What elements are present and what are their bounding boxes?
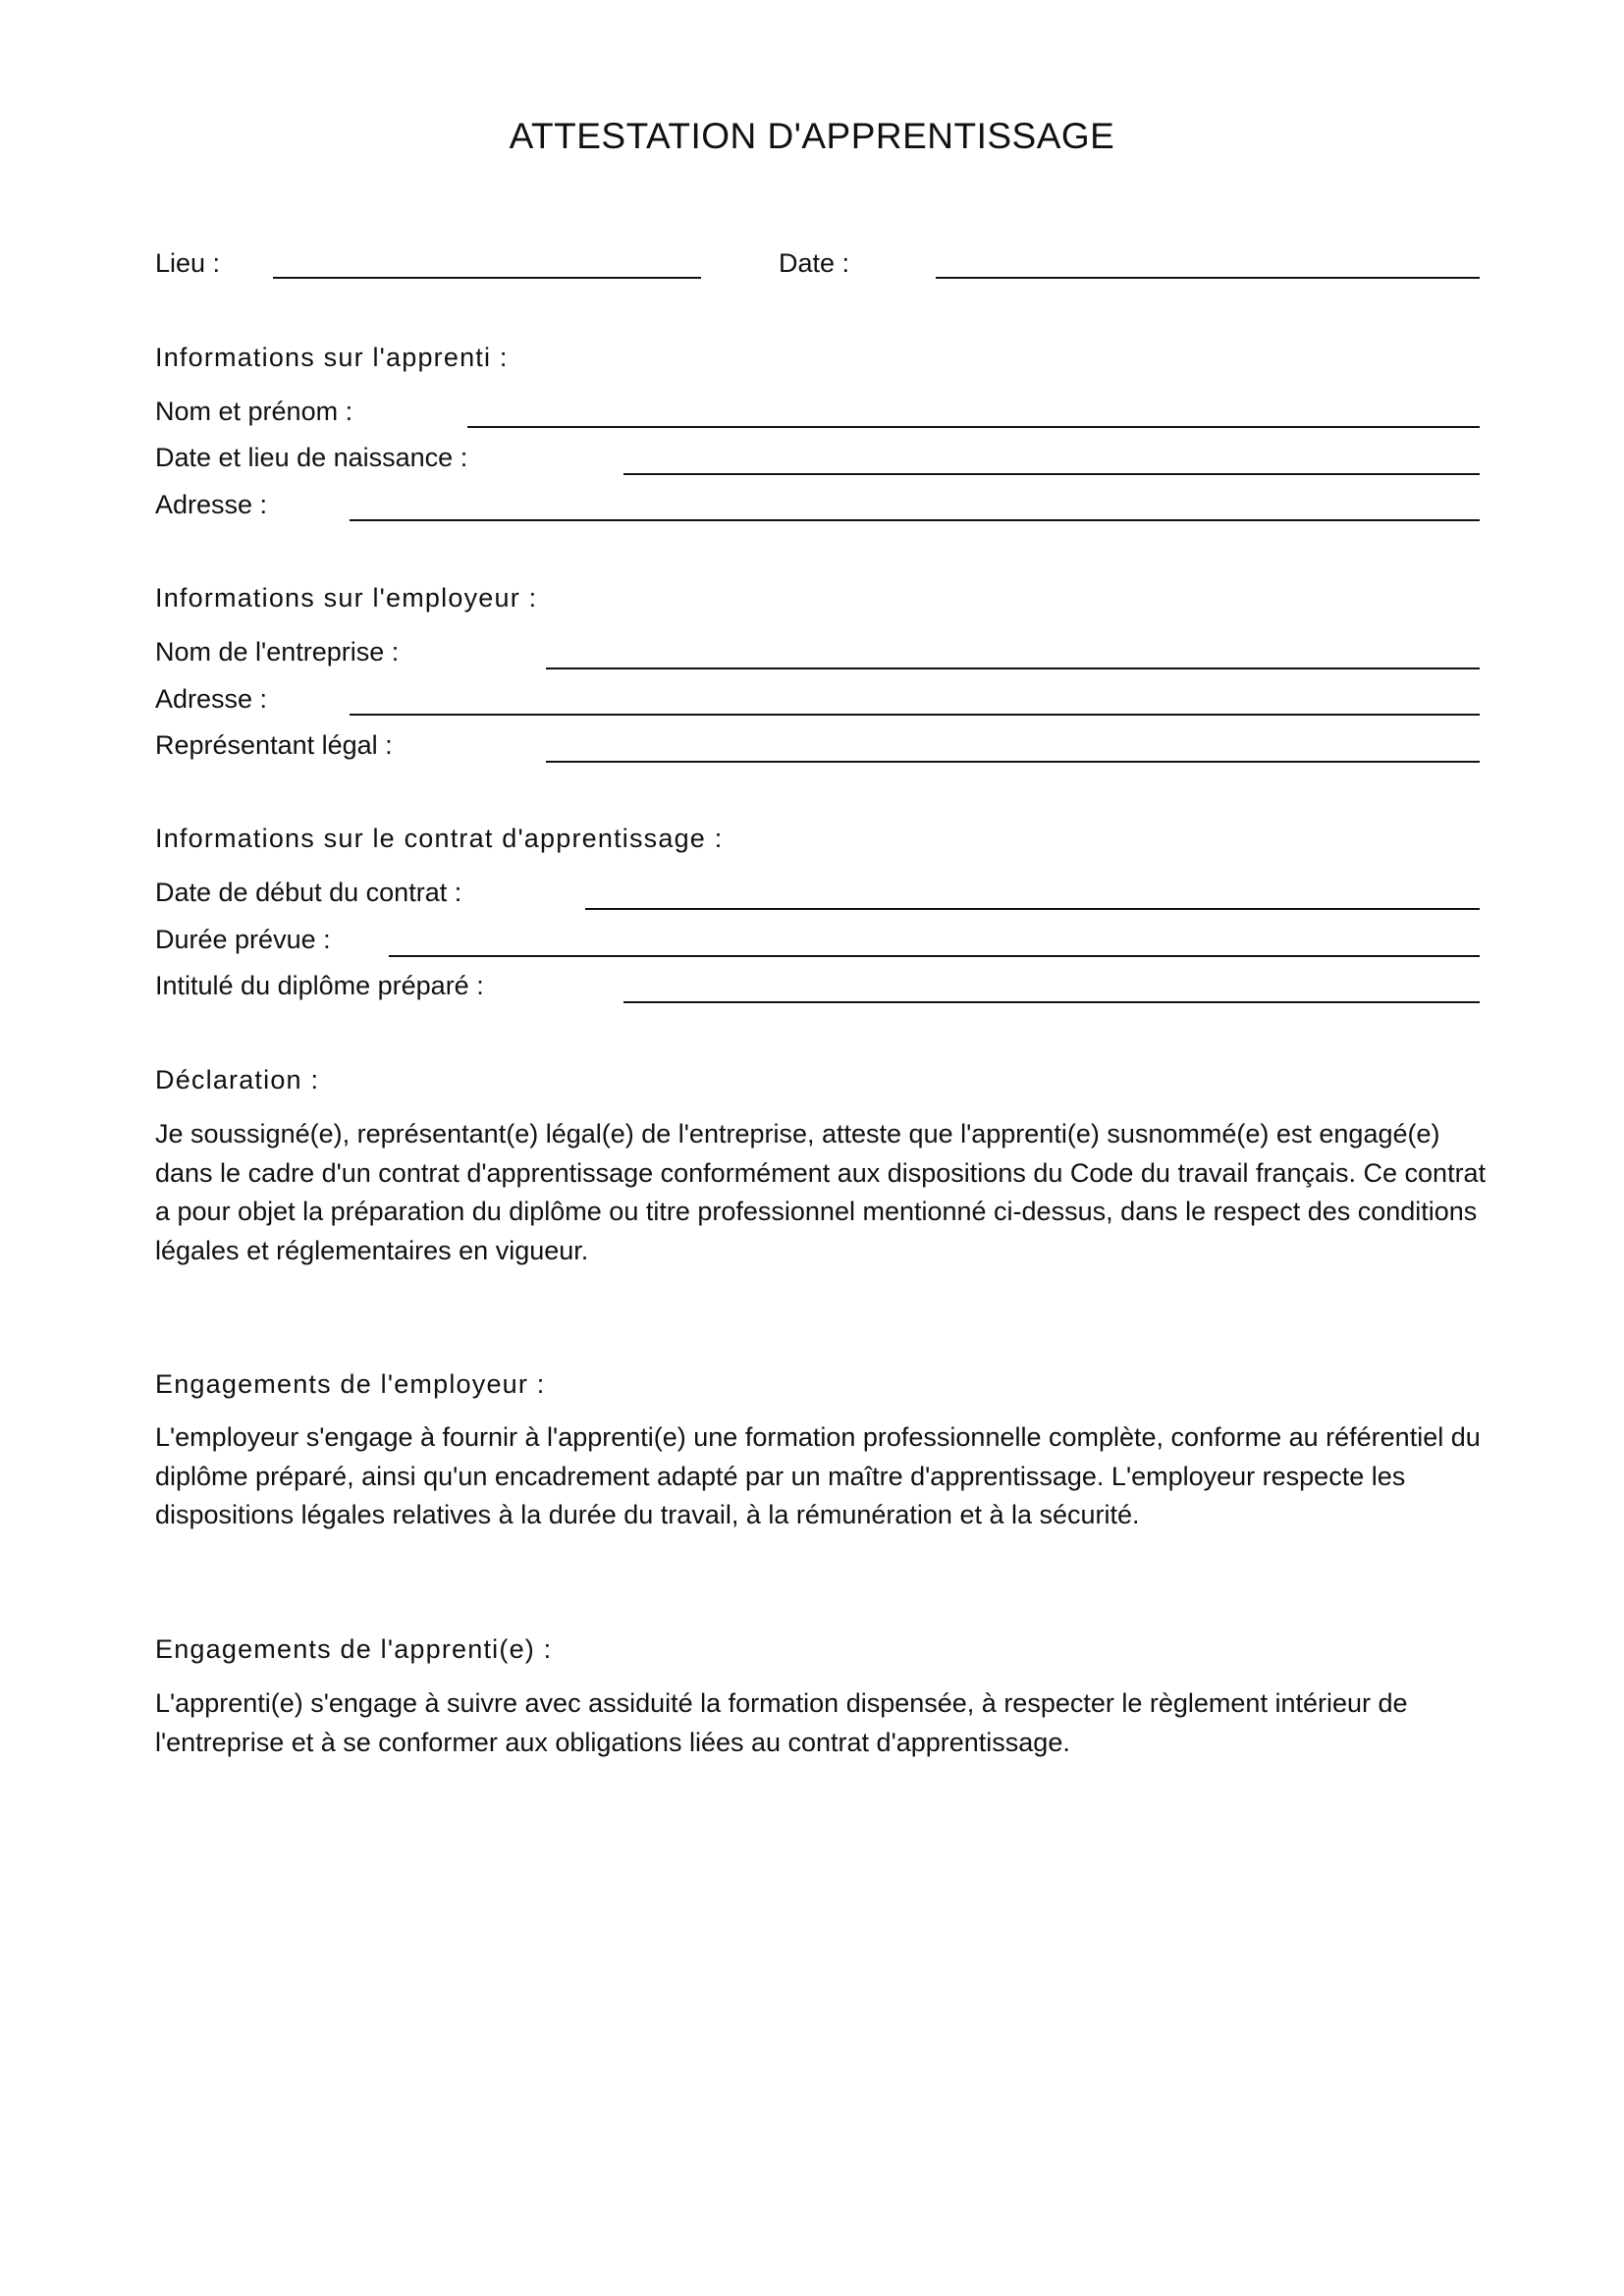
contrat-debut-label: Date de début du contrat : bbox=[155, 878, 462, 907]
employeur-adresse-label: Adresse : bbox=[155, 684, 268, 714]
contrat-debut-field-line[interactable] bbox=[585, 908, 1480, 910]
engagements-apprenti-heading: Engagements de l'apprenti(e) : bbox=[155, 1634, 553, 1664]
contrat-duree-label: Durée prévue : bbox=[155, 925, 331, 954]
engagements-employeur-text: L'employeur s'engage à fournir à l'apprenti(e) une formation professionnelle complète, conforme au référentiel du diplôme préparé, ainsi qu'un encadrement adapté par un maître d'apprentissage. L'employeur respecte les dispositions légales relatives à la durée du travail, à la rémunération et à la sécurité. bbox=[155, 1422, 1481, 1529]
contrat-diplome-label: Intitulé du diplôme préparé : bbox=[155, 971, 484, 1000]
declaration-heading: Déclaration : bbox=[155, 1065, 320, 1095]
document-title: ATTESTATION D'APPRENTISSAGE bbox=[509, 116, 1115, 156]
employeur-entreprise-field-line[interactable] bbox=[546, 667, 1480, 669]
lieu-field-line[interactable] bbox=[273, 277, 701, 279]
engagements-apprenti-text: L'apprenti(e) s'engage à suivre avec assiduité la formation dispensée, à respecter le règlement intérieur de l'entreprise et à se conformer aux obligations liées au contrat d'apprentissage. bbox=[155, 1688, 1408, 1757]
apprenti-nom-label: Nom et prénom : bbox=[155, 397, 353, 426]
contrat-diplome-field-line[interactable] bbox=[623, 1001, 1480, 1003]
engagements-employeur-heading: Engagements de l'employeur : bbox=[155, 1369, 546, 1399]
employeur-representant-label: Représentant légal : bbox=[155, 730, 393, 760]
apprenti-adresse-field-line[interactable] bbox=[350, 519, 1480, 521]
date-field-line[interactable] bbox=[936, 277, 1480, 279]
apprenti-adresse-label: Adresse : bbox=[155, 490, 268, 519]
declaration-text: Je soussigné(e), représentant(e) légal(e) de l'entreprise, atteste que l'apprenti(e) susnommé(e) est engagé(e) dans le cadre d'un contrat d'apprentissage conformément aux dispositions du Code du travail français. Ce contrat a pour objet la préparation du diplôme ou titre professionnel mentionné ci-dessus, dans le respect des conditions légales et réglementaires en vigueur. bbox=[155, 1119, 1487, 1265]
contrat-section-heading: Informations sur le contrat d'apprentissage : bbox=[155, 824, 724, 853]
apprenti-section-heading: Informations sur l'apprenti : bbox=[155, 343, 509, 372]
employeur-adresse-field-line[interactable] bbox=[350, 714, 1480, 716]
employeur-representant-field-line[interactable] bbox=[546, 761, 1480, 763]
apprenti-naissance-label: Date et lieu de naissance : bbox=[155, 443, 468, 472]
employeur-section-heading: Informations sur l'employeur : bbox=[155, 583, 538, 613]
contrat-duree-field-line[interactable] bbox=[389, 955, 1480, 957]
apprenti-naissance-field-line[interactable] bbox=[623, 473, 1480, 475]
date-label: Date : bbox=[779, 248, 850, 278]
lieu-label: Lieu : bbox=[155, 248, 221, 278]
employeur-entreprise-label: Nom de l'entreprise : bbox=[155, 637, 400, 667]
apprenti-nom-field-line[interactable] bbox=[467, 426, 1480, 428]
